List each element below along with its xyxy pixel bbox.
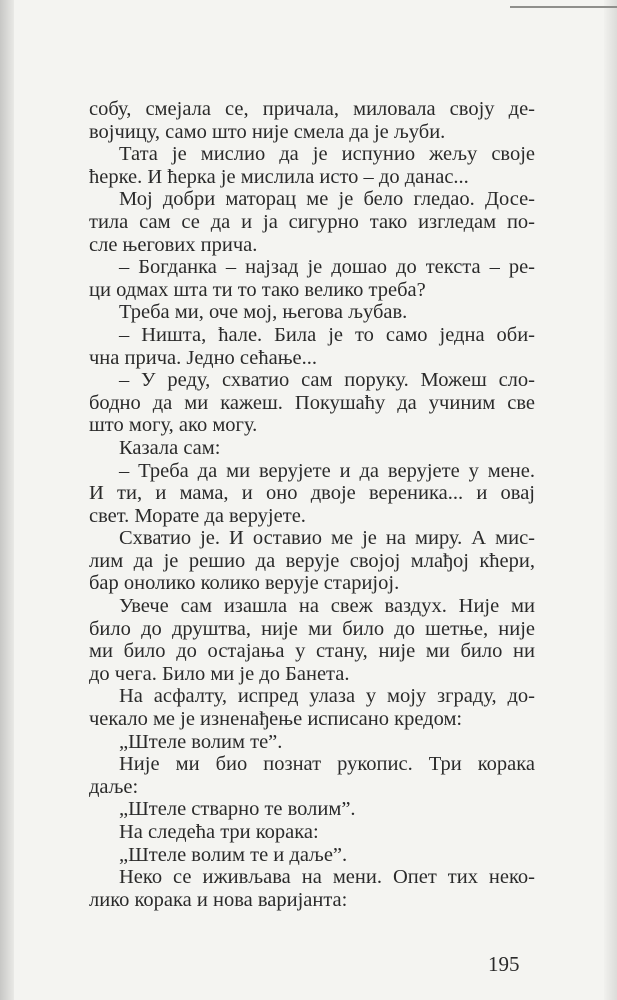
text-line: На асфалту, испред улаза у моју зграду, до- <box>119 685 535 708</box>
text-line: до чега. Било ми је до Банета. <box>89 662 350 685</box>
text-line: бодно да ми кажеш. Покушаћу да учиним све <box>89 391 535 414</box>
top-edge-rule <box>510 6 617 8</box>
text-line: свет. Морате да верујете. <box>89 504 306 527</box>
text-line: Схватио је. И оставио ме је на миру. А мис- <box>119 527 535 550</box>
text-line: – Богданка – најзад је дошао до текста – ре- <box>119 256 535 279</box>
text-line: ми било до остајања у стану, није ми било ни <box>89 640 535 663</box>
text-line: војчицу, само што није смела да је љуби. <box>89 120 446 143</box>
text-line: На следећа три корака: <box>119 821 319 843</box>
text-line: Казала сам: <box>119 436 221 459</box>
page-number: 195 <box>488 952 520 976</box>
text-line: Мој добри маторац ме је бело гледао. Досе- <box>119 188 535 211</box>
text-line: чекало ме је изненађење исписано кредом: <box>89 708 463 731</box>
text-line: ћерке. И ћерка је мислила исто – до данас... <box>89 165 469 188</box>
text-line: Неко се иживљава на мени. Опет тих неко- <box>119 866 535 889</box>
text-line: што могу, ако могу. <box>89 414 258 437</box>
text-line: – Треба да ми верујете и да верујете у мене. <box>119 459 535 482</box>
body-text <box>89 98 535 911</box>
text-line: И ти, и мама, и оно двоје вереника... и овај <box>89 482 535 505</box>
text-line: Тата је мислио да је испунио жељу своје <box>119 143 535 166</box>
text-line: „Штеле волим те и даље”. <box>119 843 348 866</box>
text-line: било до друштва, није ми било до шетње, није <box>89 617 535 640</box>
text-line: „Штеле стварно те волим”. <box>119 798 356 821</box>
page-edge <box>604 0 617 1000</box>
text-line: Није ми био познат рукопис. Три корака <box>119 753 535 776</box>
text-line: Увече сам изашла на свеж ваздух. Није ми <box>119 595 535 618</box>
text-line: ци одмах шта ти то тако велико треба? <box>89 278 426 301</box>
text-line: чна прича. Једно сећање... <box>89 346 318 369</box>
text-line: – У реду, схватио сам поруку. Можеш сло- <box>119 369 535 392</box>
text-line: даље: <box>89 775 139 798</box>
text-line: Треба ми, оче мој, његова љубав. <box>119 301 408 324</box>
page-gutter-shadow <box>0 0 14 1000</box>
text-line: лико корака и нова варијанта: <box>89 888 348 911</box>
text-line: бар онолико колико верује старијој. <box>89 572 400 595</box>
text-line: „Штеле волим те”. <box>119 730 283 753</box>
text-line: – Ништа, ћале. Била је то само једна оби- <box>119 323 535 346</box>
text-line: сле његових прича. <box>89 233 258 256</box>
text-line: тила сам се да и ја сигурно тако изгледам по- <box>89 210 535 233</box>
text-line: лим да је решио да верује својој млађој кћери, <box>89 549 535 572</box>
text-line: собу, смејала се, причала, миловала своју де- <box>89 98 535 120</box>
